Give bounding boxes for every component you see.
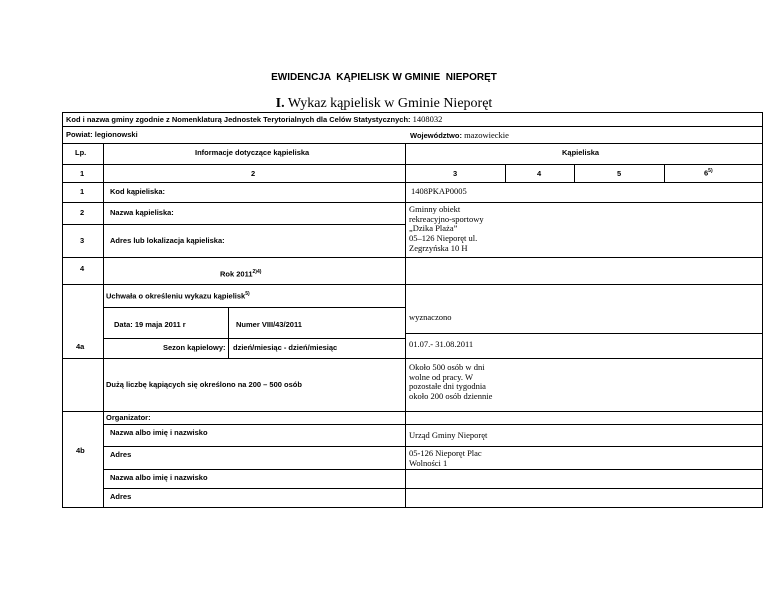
- row2-lp: 2: [80, 208, 85, 217]
- powiat: [66, 130, 138, 139]
- row4-label: [220, 269, 261, 279]
- org-nazwa-label: Nazwa albo imię i nazwisko: [110, 428, 208, 437]
- uchwala-date: Data: 19 maja 2011 r: [114, 320, 186, 329]
- row4b-lp: 4b: [76, 446, 85, 455]
- wojewodztwo-label: Województwo:: [410, 131, 462, 140]
- wojewodztwo: [410, 130, 509, 140]
- org-adres2-label: Adres: [110, 492, 132, 501]
- header-informacje: Informacje dotyczące kąpieliska: [195, 148, 310, 157]
- colnum-4: 4: [537, 169, 542, 178]
- powiat-value: legionowski: [92, 130, 138, 139]
- uchwala-value: wyznaczono: [409, 312, 452, 322]
- colnum-2: 2: [251, 169, 256, 178]
- sezon-value: 01.07.- 31.08.2011: [409, 339, 474, 349]
- colnum-5: 5: [617, 169, 622, 178]
- sezon-format: dzień/miesiąc - dzień/miesiąc: [233, 343, 338, 352]
- colnum-1: 1: [80, 169, 85, 178]
- row2-value: Gminny obiekt rekreacyjno-sportowy „Dzika Plaża”: [409, 204, 484, 233]
- colnum-6-text: 6: [704, 168, 709, 178]
- liczba-label: Dużą liczbę kąpiących się określono na 200 – 500 osób: [106, 380, 302, 389]
- page-title: EWIDENCJA KĄPIELISK W GMINIE NIEPORĘT: [271, 72, 497, 83]
- row2-label: Nazwa kąpieliska:: [110, 208, 174, 217]
- wojewodztwo-value: mazowieckie: [461, 130, 509, 140]
- row3-value: 05–126 Nieporęt ul. Zegrzyńska 10 H: [409, 233, 478, 253]
- gmina-code-label: Kod i nazwa gminy zgodnie z Nomenklaturą Jednostek Terytorialnych dla Celów Statystycznych:: [66, 115, 411, 124]
- liczba-value: Około 500 osób w dni wolne od pracy. W pozostałe dni tygodnia około 200 osób dziennie: [409, 362, 493, 401]
- row4a-lp: 4a: [76, 342, 85, 351]
- sezon-label: Sezon kąpielowy:: [163, 343, 226, 352]
- org-nazwa2-label: Nazwa albo imię i nazwisko: [110, 473, 208, 482]
- header-lp: Lp.: [75, 148, 87, 157]
- section-title-text: Wykaz kąpielisk w Gminie Nieporęt: [284, 96, 493, 111]
- colnum-3: 3: [453, 169, 458, 178]
- uchwala-number: Numer VIII/43/2011: [236, 320, 302, 329]
- powiat-label: Powiat:: [66, 130, 93, 139]
- row4-label-text: Rok 2011: [220, 269, 253, 279]
- header-kapieliska: Kąpieliska: [562, 148, 600, 157]
- uchwala-footnote: 5): [245, 291, 250, 297]
- row3-lp: 3: [80, 236, 85, 245]
- row4-footnote: 2)4): [252, 269, 262, 275]
- org-nazwa-value: Urząd Gminy Nieporęt: [409, 430, 488, 440]
- section-number: I.: [275, 96, 285, 111]
- row1-lp: 1: [80, 187, 85, 196]
- colnum-6: [704, 168, 713, 178]
- row1-value: 1408PKAP0005: [411, 186, 467, 196]
- colnum-6-footnote: 5): [708, 168, 713, 174]
- row1-label: Kod kąpieliska:: [110, 187, 166, 196]
- org-adres-label: Adres: [110, 450, 132, 459]
- section-title: [0, 96, 768, 112]
- gmina-code-value: 1408032: [410, 114, 443, 124]
- row3-label: Adres lub lokalizacja kąpieliska:: [110, 236, 225, 245]
- uchwala-label-text: Uchwała o określeniu wykazu kąpielisk: [106, 291, 246, 301]
- row4-lp: 4: [80, 264, 85, 273]
- org-adres-value: 05-126 Nieporęt Plac Wolności 1: [409, 448, 482, 468]
- uchwala-label: [106, 291, 250, 301]
- gmina-code: [66, 114, 442, 124]
- organizator-label: Organizator:: [106, 413, 151, 422]
